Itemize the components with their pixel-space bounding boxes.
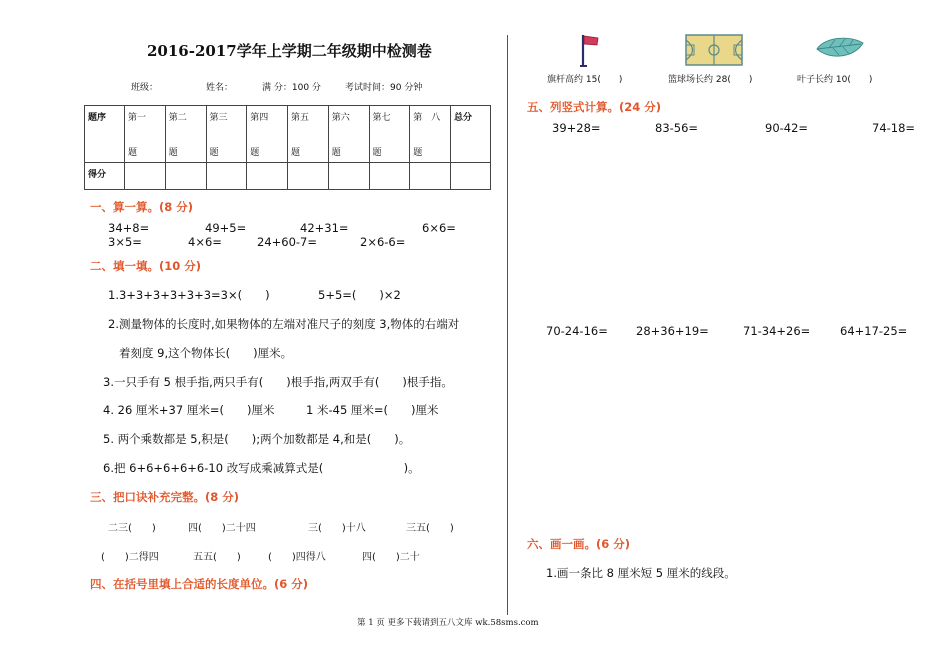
s2-q5: 5. 两个乘数都是 5,积是( );两个加数都是 4,和是( )。 (103, 432, 411, 446)
score-cell[interactable] (206, 163, 247, 190)
s3-item: 二三( ) (108, 523, 156, 534)
col-q3: 第三 题 (206, 106, 247, 163)
col-q1: 第一 题 (125, 106, 166, 163)
s4-item-court: 篮球场长约 28( ) (668, 75, 753, 85)
s3-item: 三( )十八 (308, 523, 366, 534)
column-divider (507, 35, 508, 615)
col-total: 总分 (451, 106, 491, 163)
section4-heading: 四、在括号里填上合适的长度单位。(6 分) (90, 577, 309, 591)
col-q5: 第五 题 (288, 106, 329, 163)
s2-q4a: 4. 26 厘米+37 厘米=( )厘米 (103, 403, 275, 417)
s5-item: 70-24-16= (546, 324, 608, 338)
s5-item: 39+28= (552, 121, 601, 135)
s5-item: 28+36+19= (636, 324, 709, 338)
s5-item: 83-56= (655, 121, 699, 135)
score-cell[interactable] (328, 163, 369, 190)
exam-time-label: 考试时间：90 分钟 (345, 83, 423, 93)
score-cell[interactable] (165, 163, 206, 190)
score-cell[interactable] (410, 163, 451, 190)
s1-item: 24+60-7= (257, 235, 318, 249)
name-label: 姓名： (206, 83, 234, 93)
section3-heading: 三、把口诀补充完整。(8 分) (90, 490, 240, 504)
s2-q6: 6.把 6+6+6+6+6-10 改写成乘减算式是( )。 (103, 461, 420, 475)
s1-item: 4×6= (188, 235, 222, 249)
s6-q1: 1.画一条比 8 厘米短 5 厘米的线段。 (546, 566, 736, 580)
row-header-score: 得分 (85, 163, 125, 190)
flagpole-icon (578, 32, 602, 72)
s2-q2-line1: 2.测量物体的长度时,如果物体的左端对准尺子的刻度 3,物体的右端对 (108, 317, 460, 331)
page-footer: 第 1 页 更多下载请到五八文库 wk.58sms.com (357, 618, 539, 628)
full-score-label: 满 分：100 分 (262, 83, 321, 93)
s1-item: 6×6= (422, 221, 456, 235)
s2-q3: 3.一只手有 5 根手指,两只手有( )根手指,两双手有( )根手指。 (103, 375, 453, 389)
s2-q1a: 1.3+3+3+3+3+3=3×( ) (108, 288, 270, 302)
score-table (84, 105, 491, 190)
s5-item: 64+17-25= (840, 324, 908, 338)
s1-item: 49+5= (205, 221, 247, 235)
section2-heading: 二、填一填。(10 分) (90, 259, 202, 273)
col-q2: 第二 题 (165, 106, 206, 163)
page-title: 2016-2017学年上学期二年级期中检测卷 (147, 42, 432, 60)
leaf-icon (815, 35, 865, 65)
s3-item: 四( )二十 (362, 552, 420, 563)
s2-q4b: 1 米-45 厘米=( )厘米 (306, 403, 439, 417)
s3-item: 三五( ) (406, 523, 454, 534)
s1-item: 42+31= (300, 221, 349, 235)
row-header-question-number: 题序 (85, 106, 125, 163)
score-cell[interactable] (369, 163, 410, 190)
col-q4: 第四 题 (247, 106, 288, 163)
s3-item: 五五( ) (193, 552, 241, 563)
s3-item: ( )二得四 (101, 552, 159, 563)
section6-heading: 六、画一画。(6 分) (527, 537, 631, 551)
s5-item: 74-18= (872, 121, 916, 135)
s3-item: ( )四得八 (268, 552, 326, 563)
s5-item: 90-42= (765, 121, 809, 135)
s1-item: 2×6-6= (360, 235, 406, 249)
col-q6: 第六 题 (328, 106, 369, 163)
s4-item-leaf: 叶子长约 10( ) (797, 75, 873, 85)
s2-q2-line2: 着刻度 9,这个物体长( )厘米。 (119, 346, 293, 360)
score-cell-total[interactable] (451, 163, 491, 190)
class-label: 班级： (131, 83, 159, 93)
s4-item-flagpole: 旗杆高约 15( ) (547, 75, 623, 85)
s3-item: 四( )二十四 (188, 523, 256, 534)
section1-heading: 一、算一算。(8 分) (90, 200, 194, 214)
s1-item: 3×5= (108, 235, 142, 249)
score-cell[interactable] (125, 163, 166, 190)
col-q7: 第七 题 (369, 106, 410, 163)
s1-item: 34+8= (108, 221, 150, 235)
s5-item: 71-34+26= (743, 324, 811, 338)
score-cell[interactable] (288, 163, 329, 190)
col-q8: 第 八 题 (410, 106, 451, 163)
basketball-court-icon (685, 34, 743, 70)
score-cell[interactable] (247, 163, 288, 190)
s2-q1b: 5+5=( )×2 (318, 288, 401, 302)
section5-heading: 五、列竖式计算。(24 分) (527, 100, 662, 114)
